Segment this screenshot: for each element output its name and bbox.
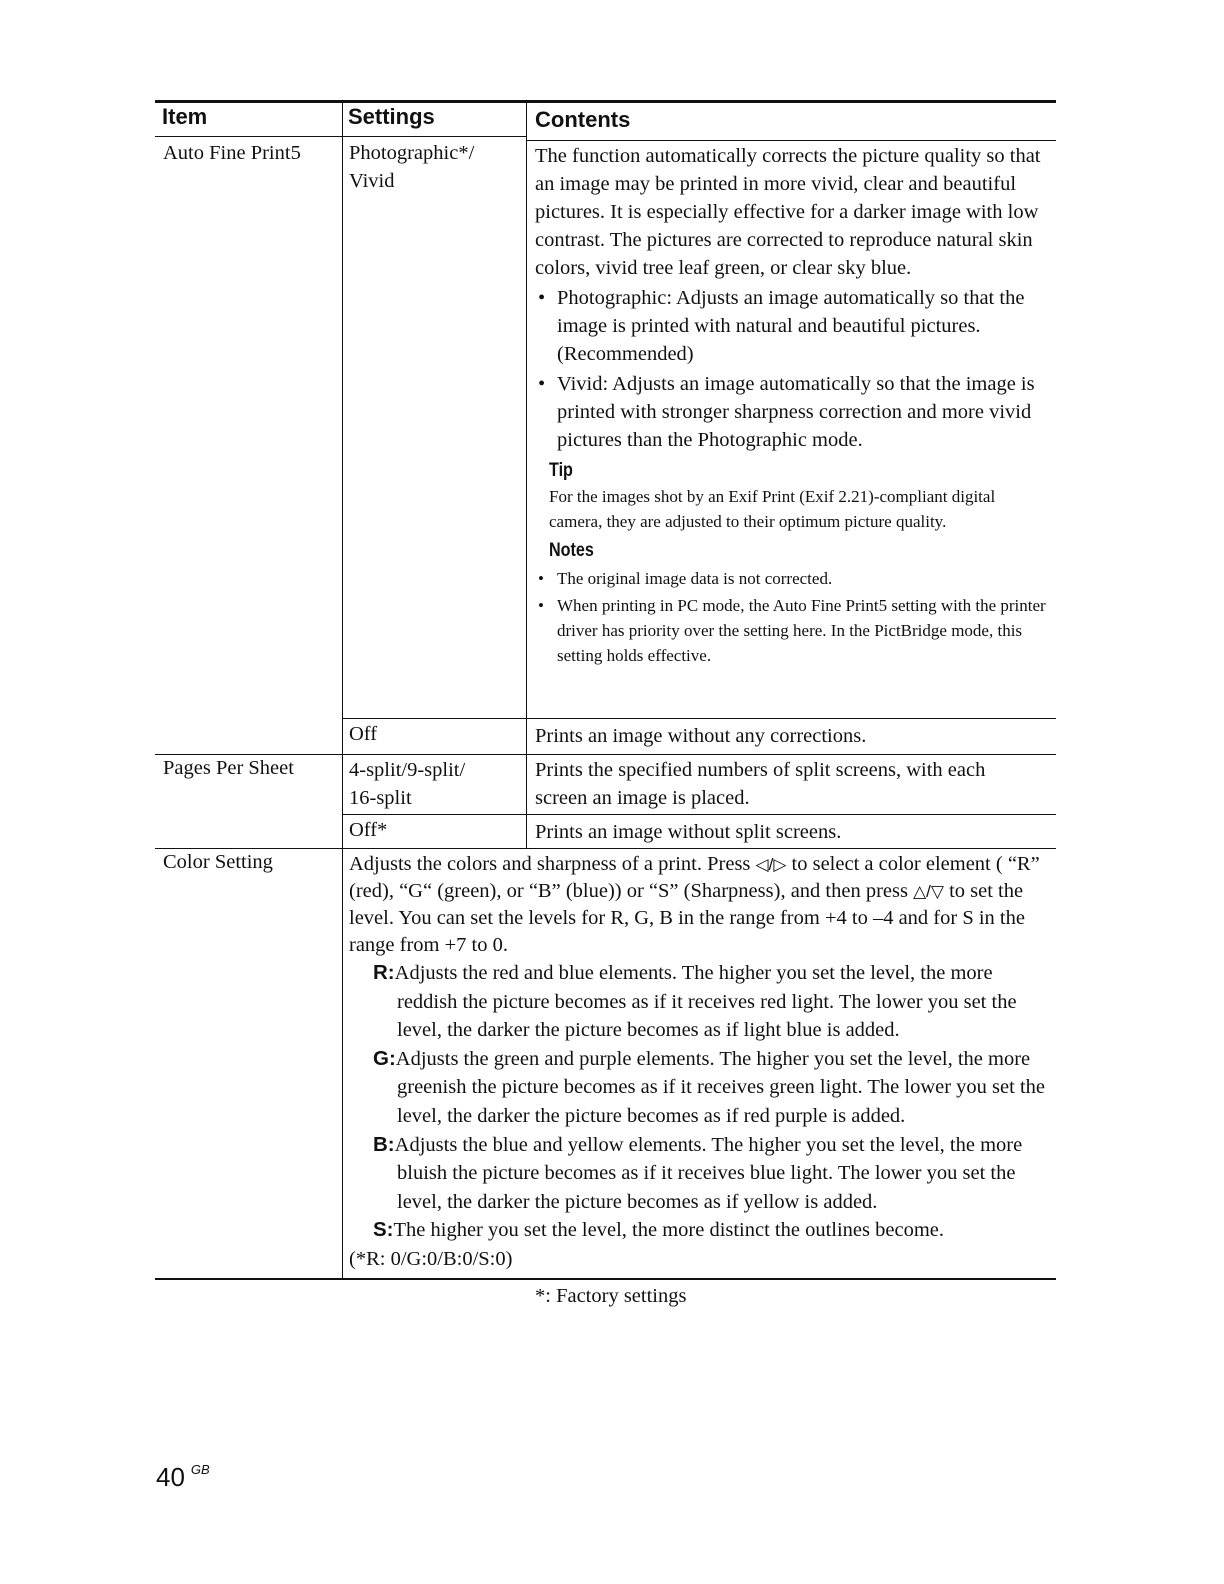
setting-off-correction: Off (349, 723, 378, 745)
contents-no-corrections: Prints an image without any corrections. (535, 725, 867, 747)
contents-auto-fine (535, 142, 1051, 668)
s-letter: S: (373, 1218, 394, 1242)
item-color-setting: Color Setting (163, 851, 273, 873)
setting-off-split: Off* (349, 819, 388, 841)
page-number-value: 40 (156, 1462, 185, 1492)
factory-settings-footnote: *: Factory settings (535, 1285, 687, 1307)
r-letter: R: (373, 961, 395, 984)
factory-values: (*R: 0/G:0/B:0/S:0) (349, 1247, 513, 1270)
contents-color-setting (349, 851, 1053, 1273)
color-s (349, 1216, 1053, 1245)
color-intro-b: to select a color element ( “R” (red), “G“ (green), or “B” (blue)) or “S” (Sharpness), and then press (349, 853, 1040, 902)
item-pages-per-sheet: Pages Per Sheet (163, 757, 294, 779)
color-intro-c: to set the level. You can set the levels for R, G, B in the range from +4 to –4 and for S in the range from +7 to 0. (349, 880, 1025, 956)
table-bottom-rule (155, 1278, 1056, 1280)
r-text: Adjusts the red and blue elements. The higher you set the level, the more reddish the picture becomes as if it receives red light. The lower you set the level, the darker the picture becomes as if light blue is added. (394, 962, 1017, 1042)
row-rule-pages-off (343, 814, 1056, 815)
tip-text: For the images shot by an Exif Print (Exif 2.21)-compliant digital camera, they are adjusted to their optimum picture quality. (549, 487, 996, 531)
color-intro-a: Adjusts the colors and sharpness of a print. Press (349, 853, 756, 875)
color-g (349, 1045, 1053, 1131)
up-down-arrow-icon: △/▽ (913, 882, 944, 901)
page-number-suffix: GB (190, 1462, 210, 1477)
setting-split-options: 4-split/9-split/ 16-split (349, 759, 466, 809)
color-b (349, 1131, 1053, 1217)
color-r (349, 959, 1053, 1045)
row-rule-afp-off (343, 718, 1056, 719)
contents-split-screens: Prints the specified numbers of split screens, with each screen an image is placed. (535, 759, 986, 809)
s-text: The higher you set the level, the more distinct the outlines become. (393, 1219, 944, 1242)
b-text: Adjusts the blue and yellow elements. The higher you set the level, the more bluish the picture becomes as if it receives blue light. The lower you set the level, the darker the picture becomes as if yellow is added. (394, 1133, 1023, 1213)
page-number (156, 1462, 210, 1493)
column-rule-item (342, 100, 343, 1280)
header-bottom-rule-item (155, 136, 343, 137)
setting-photographic-vivid: Photographic*/ Vivid (349, 142, 475, 192)
table-top-rule (155, 100, 1056, 103)
header-settings: Settings (348, 104, 435, 129)
left-right-arrow-icon: ◁/▷ (755, 855, 787, 874)
g-letter: G: (373, 1046, 396, 1070)
item-auto-fine-print: Auto Fine Print5 (163, 142, 301, 164)
note-original-data: • The original image data is not corrected. (535, 566, 1051, 591)
auto-fine-intro: The function automatically corrects the picture quality so that an image may be printed in more vivid, clear and beautiful pictures. It is especially effective for a darker image with low contrast. The pictures are corrected to reproduce natural skin colors, vivid tree leaf green, or clear sky blue. (535, 145, 1041, 279)
header-bottom-rule-contents (527, 140, 1056, 141)
column-rule-settings (526, 100, 527, 848)
header-contents: Contents (535, 107, 631, 132)
tip-label: Tip (549, 460, 573, 481)
color-intro (349, 851, 1053, 959)
b-letter: B: (373, 1132, 395, 1156)
row-rule-color (155, 848, 1056, 849)
bullet-vivid: • Vivid: Adjusts an image automatically so that the image is printed with stronger sharpness correction and more vivid pictures than the Photographic mode. (535, 370, 1051, 454)
contents-no-split: Prints an image without split screens. (535, 821, 842, 843)
note-pc-mode: • When printing in PC mode, the Auto Fine Print5 setting with the printer driver has priority over the setting here. In the PictBridge mode, this setting holds effective. (535, 593, 1051, 668)
g-text: Adjusts the green and purple elements. The higher you set the level, the more greenish the picture becomes as if it receives green light. The lower you set the level, the darker the picture becomes as if red purple is added. (395, 1047, 1045, 1127)
header-item: Item (162, 104, 208, 129)
bullet-photographic: • Photographic: Adjusts an image automatically so that the image is printed with natural and beautiful pictures. (Recommended) (535, 284, 1051, 368)
header-bottom-rule-settings (343, 136, 527, 137)
notes-label: Notes (549, 540, 594, 561)
